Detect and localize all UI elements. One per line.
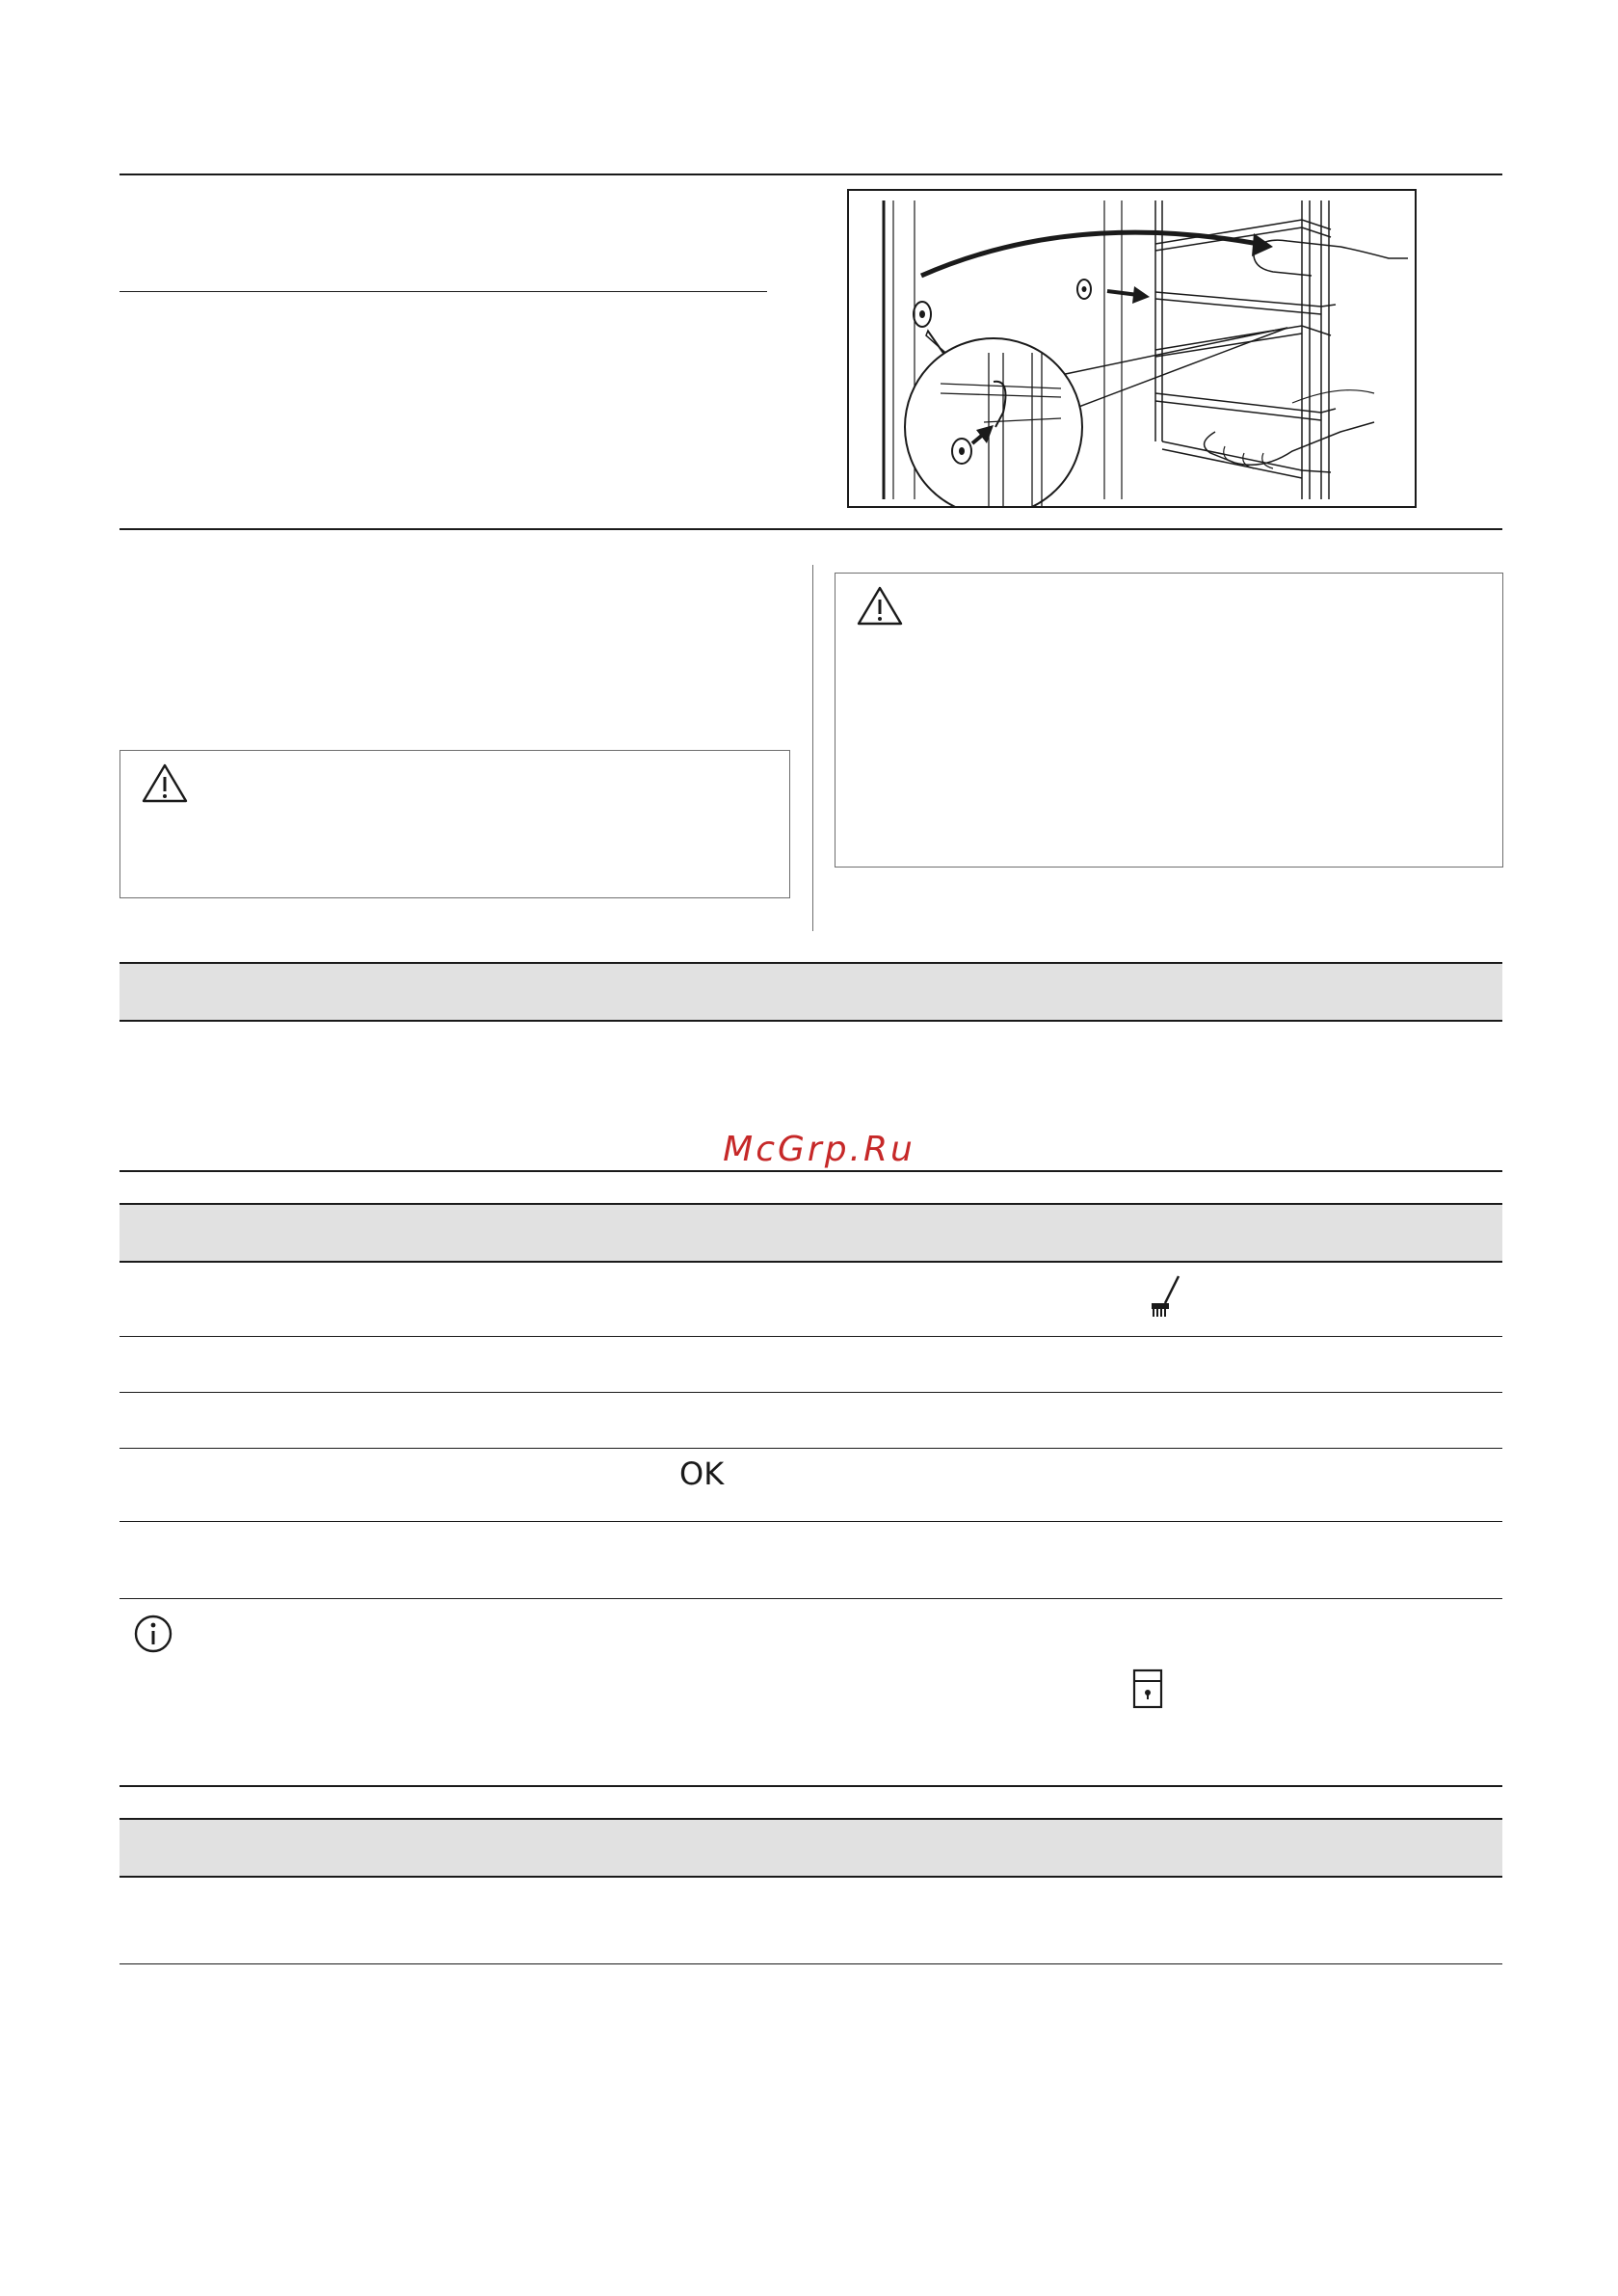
section-header-band-3 [119,1818,1502,1878]
warning-triangle-icon [142,762,188,803]
step-row-rule-3 [119,1448,1502,1449]
info-note-bottom-rule [119,1785,1502,1787]
warning-box-right [835,573,1503,868]
step-row-1 [119,1263,1502,1335]
section-3-row [119,1878,1502,1962]
step-row-rule-5 [119,1598,1502,1599]
section-3-bottom-rule [119,1963,1502,1964]
info-circle-icon [133,1614,173,1654]
illustration-bottom-rule [119,528,1502,530]
info-note [119,1600,1502,1783]
section-title-rule [119,291,767,292]
top-rule [119,174,1502,175]
table-1-bottom-rule [119,1170,1502,1172]
step-row-rule-1 [119,1336,1502,1337]
section-header-band-2 [119,1203,1502,1263]
watermark: McGrp.Ru [723,1130,915,1169]
ok-button-symbol: OK [679,1455,725,1492]
warning-triangle-icon [857,585,903,626]
step-row-2 [119,1338,1502,1392]
step-row-5 [119,1523,1502,1596]
step-row-rule-4 [119,1521,1502,1522]
door-lock-icon [1131,1668,1164,1710]
shelf-support-drawing [849,191,1415,506]
warning-box-left [119,750,790,898]
section-header-band-1 [119,962,1502,1022]
shelf-support-illustration [847,189,1417,508]
pyrolytic-brush-icon [1146,1272,1184,1319]
column-divider [812,565,813,931]
step-row-4 [119,1450,1502,1519]
step-row-3 [119,1394,1502,1448]
step-row-rule-2 [119,1392,1502,1393]
